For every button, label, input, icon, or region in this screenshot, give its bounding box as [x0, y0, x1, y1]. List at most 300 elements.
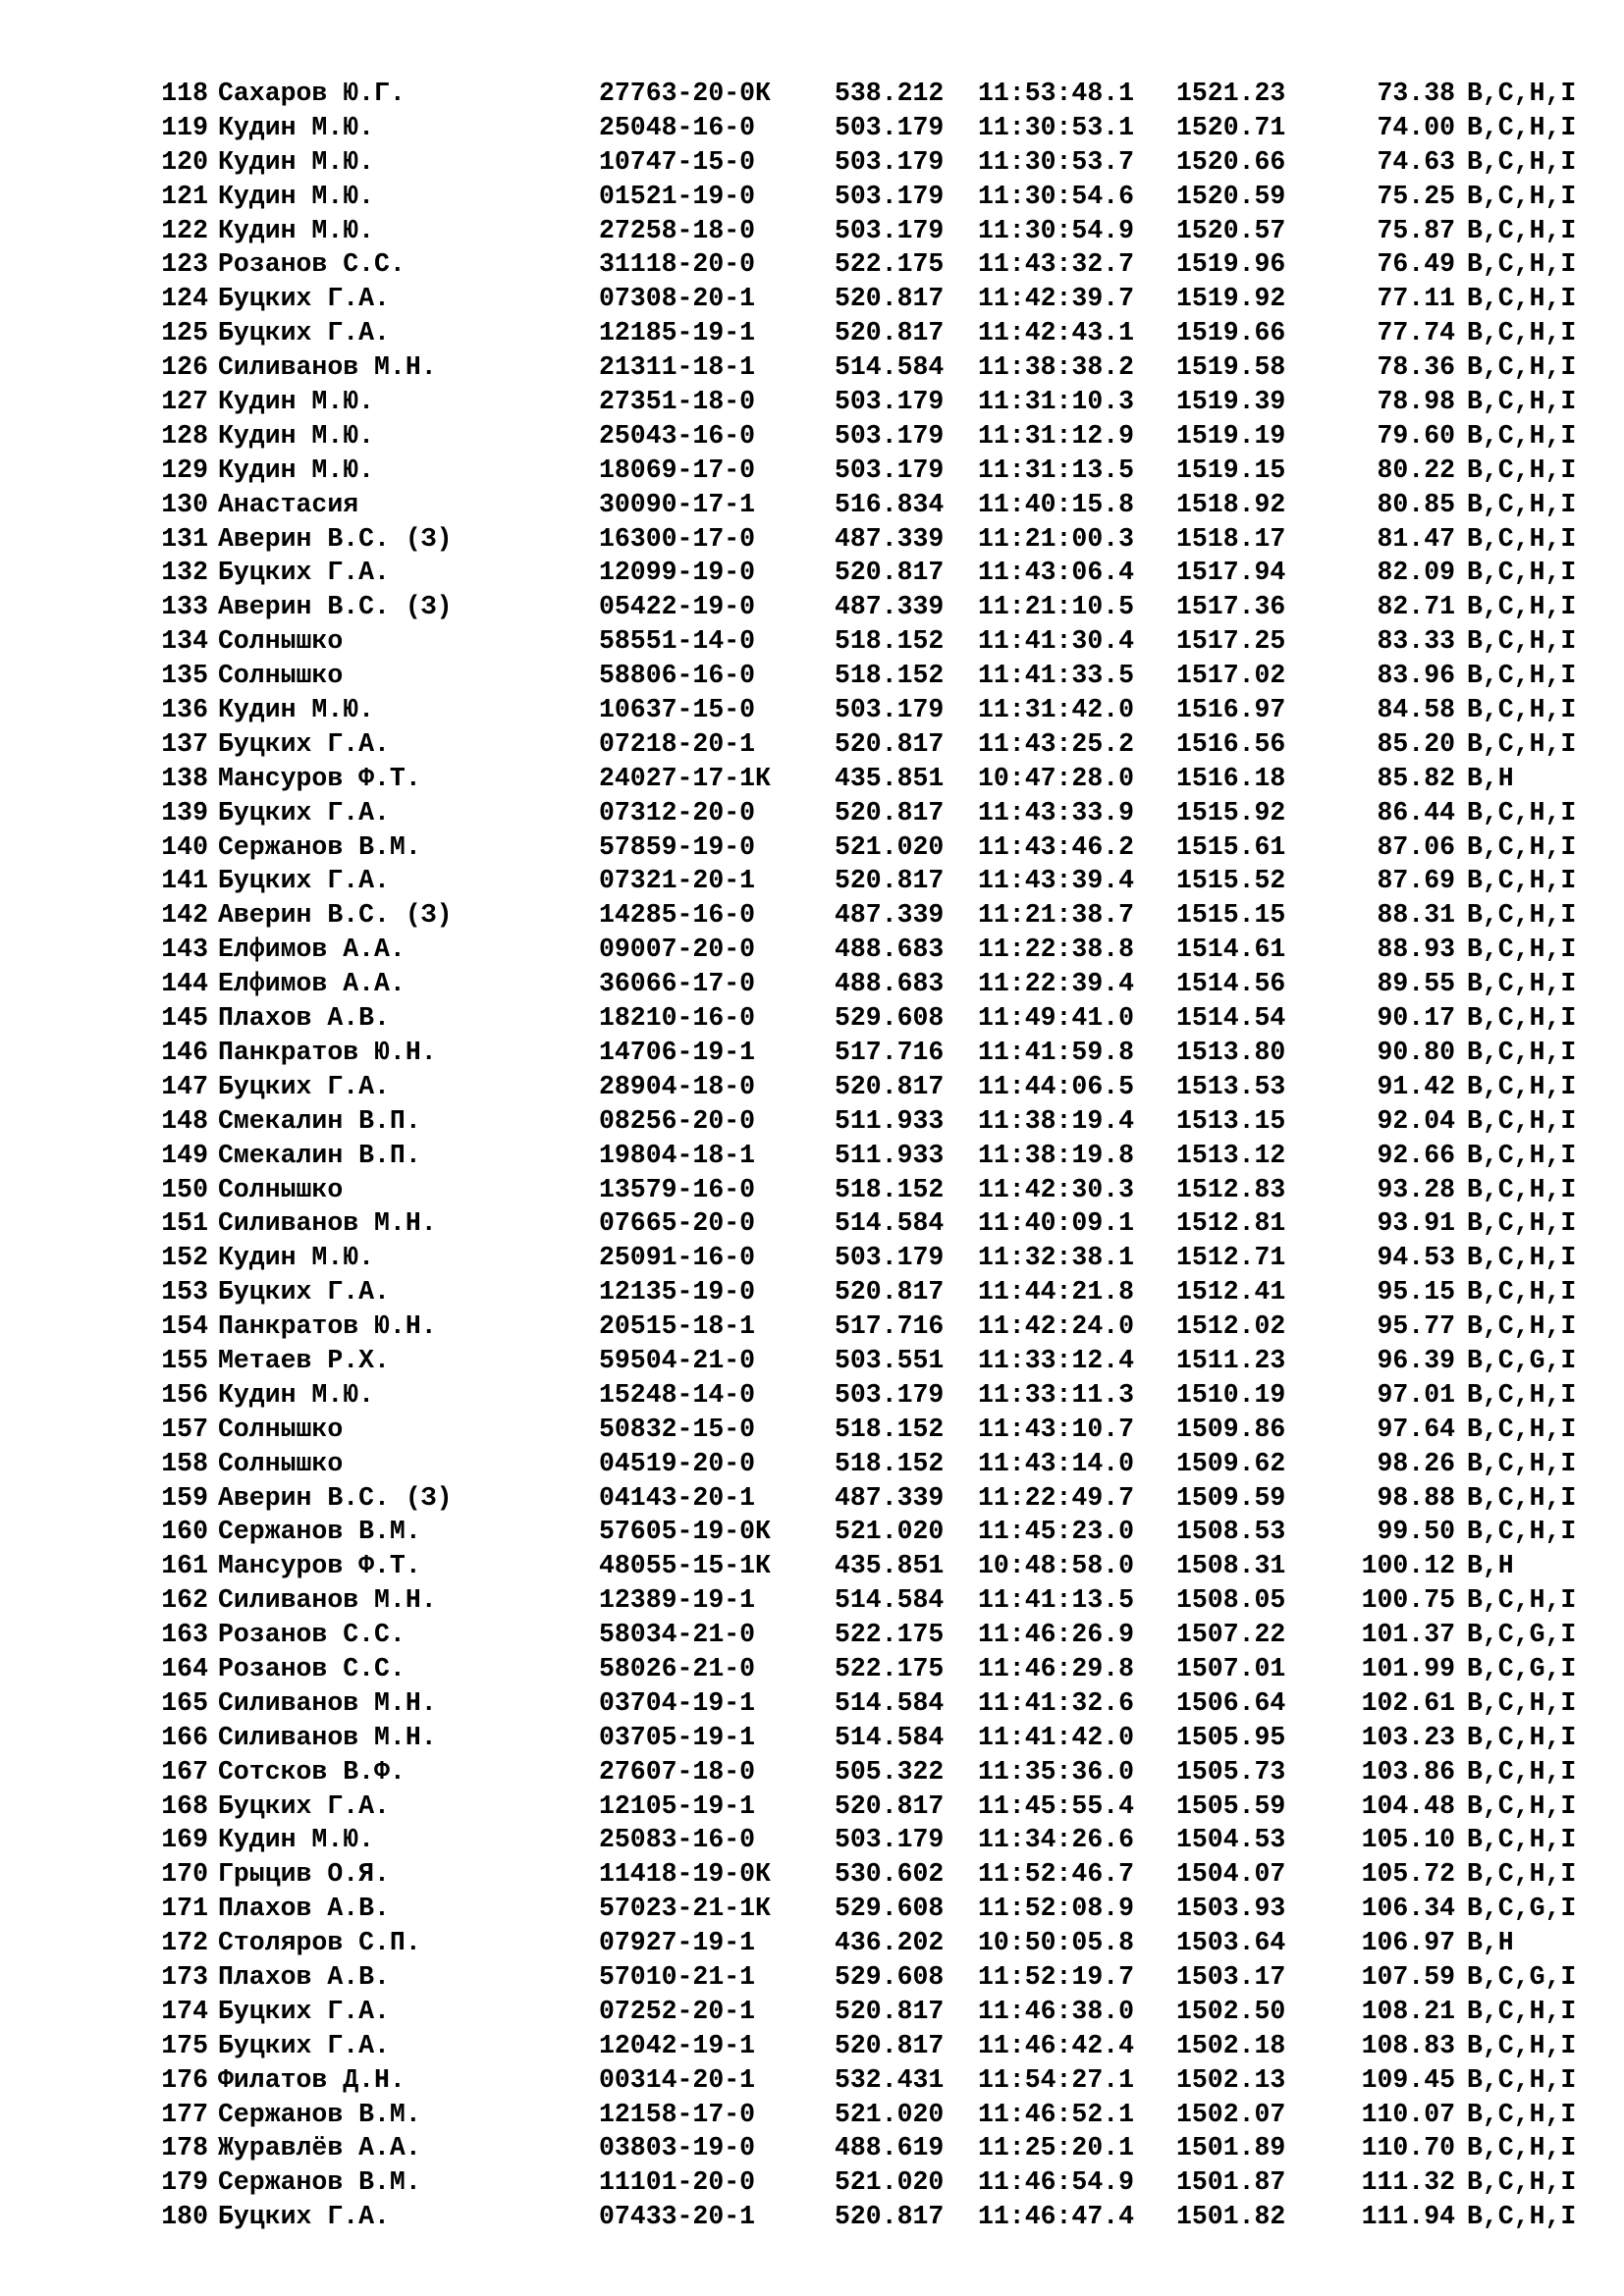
arrival-time: 11:22:39.4 — [978, 969, 1135, 999]
category-flags: B,C,H,I — [1467, 1756, 1577, 1787]
arrival-time: 11:41:33.5 — [978, 661, 1135, 691]
category-flags: B,C,H,I — [1467, 2202, 1577, 2232]
ring-number: 07927-19-1 — [599, 1928, 756, 1958]
distance-value: 521.020 — [835, 2167, 945, 2198]
ring-number: 57010-21-1 — [599, 1961, 756, 1992]
category-flags: B,C,H,I — [1467, 1174, 1577, 1204]
category-flags: B,C,H,I — [1467, 1003, 1577, 1034]
coefficient-value: 96.39 — [1377, 1345, 1455, 1375]
distance-value: 503.179 — [835, 454, 945, 485]
distance-value: 520.817 — [835, 2202, 945, 2232]
ring-number: 04519-20-0 — [599, 1448, 756, 1478]
category-flags: B,C,H,I — [1467, 420, 1577, 451]
place-number: 139 — [161, 797, 208, 828]
speed-value: 1515.52 — [1176, 866, 1286, 896]
place-number: 127 — [161, 387, 208, 417]
place-number: 170 — [161, 1859, 208, 1890]
category-flags: B,C,H,I — [1467, 1722, 1577, 1752]
coefficient-value: 95.15 — [1377, 1277, 1455, 1308]
coefficient-value: 98.88 — [1377, 1482, 1455, 1513]
fancier-name: Журавлёв А.А. — [218, 2133, 421, 2163]
place-number: 131 — [161, 523, 208, 554]
fancier-name: Филатов Д.Н. — [218, 2064, 406, 2095]
category-flags: B,C,H,I — [1467, 592, 1577, 622]
category-flags: B,C,H,I — [1467, 558, 1577, 588]
speed-value: 1510.19 — [1176, 1379, 1286, 1410]
distance-value: 529.608 — [835, 1961, 945, 1992]
fancier-name: Кудин М.Ю. — [218, 181, 375, 211]
coefficient-value: 83.33 — [1377, 626, 1455, 657]
distance-value: 487.339 — [835, 523, 945, 554]
ring-number: 28904-18-0 — [599, 1071, 756, 1101]
place-number: 179 — [161, 2167, 208, 2198]
place-number: 157 — [161, 1414, 208, 1444]
speed-value: 1517.36 — [1176, 592, 1286, 622]
fancier-name: Розанов С.С. — [218, 1620, 406, 1650]
fancier-name: Мансуров Ф.Т. — [218, 763, 421, 793]
category-flags: B,C,H,I — [1467, 249, 1577, 280]
coefficient-value: 110.07 — [1361, 2099, 1455, 2129]
arrival-time: 11:22:49.7 — [978, 1482, 1135, 1513]
place-number: 162 — [161, 1585, 208, 1616]
ring-number: 11101-20-0 — [599, 2167, 756, 2198]
ring-number: 12042-19-1 — [599, 2030, 756, 2060]
coefficient-value: 78.98 — [1377, 387, 1455, 417]
category-flags: B,C,H,I — [1467, 1208, 1577, 1239]
speed-value: 1519.66 — [1176, 318, 1286, 348]
ring-number: 31118-20-0 — [599, 249, 756, 280]
place-number: 171 — [161, 1894, 208, 1924]
speed-value: 1504.53 — [1176, 1825, 1286, 1855]
arrival-time: 11:38:19.8 — [978, 1140, 1135, 1170]
distance-value: 487.339 — [835, 900, 945, 931]
speed-value: 1514.61 — [1176, 934, 1286, 965]
fancier-name: Сержанов В.М. — [218, 2167, 421, 2198]
category-flags: B,H — [1467, 763, 1514, 793]
arrival-time: 11:46:26.9 — [978, 1620, 1135, 1650]
distance-value: 521.020 — [835, 831, 945, 862]
speed-value: 1518.17 — [1176, 523, 1286, 554]
place-number: 133 — [161, 592, 208, 622]
ring-number: 14706-19-1 — [599, 1037, 756, 1067]
ring-number: 14285-16-0 — [599, 900, 756, 931]
fancier-name: Аверин В.С. (З) — [218, 592, 453, 622]
arrival-time: 11:41:30.4 — [978, 626, 1135, 657]
arrival-time: 11:43:25.2 — [978, 728, 1135, 759]
distance-value: 520.817 — [835, 728, 945, 759]
fancier-name: Буцких Г.А. — [218, 866, 390, 896]
coefficient-value: 94.53 — [1377, 1243, 1455, 1273]
distance-value: 503.179 — [835, 1825, 945, 1855]
coefficient-value: 102.61 — [1361, 1687, 1455, 1718]
place-number: 167 — [161, 1756, 208, 1787]
arrival-time: 11:44:21.8 — [978, 1277, 1135, 1308]
arrival-time: 11:35:36.0 — [978, 1756, 1135, 1787]
fancier-name: Сержанов В.М. — [218, 831, 421, 862]
distance-value: 516.834 — [835, 489, 945, 519]
speed-value: 1511.23 — [1176, 1345, 1286, 1375]
place-number: 141 — [161, 866, 208, 896]
distance-value: 511.933 — [835, 1105, 945, 1136]
place-number: 134 — [161, 626, 208, 657]
place-number: 138 — [161, 763, 208, 793]
speed-value: 1520.57 — [1176, 215, 1286, 245]
ring-number: 57605-19-0К — [599, 1517, 771, 1547]
speed-value: 1520.59 — [1176, 181, 1286, 211]
arrival-time: 11:54:27.1 — [978, 2064, 1135, 2095]
arrival-time: 11:38:19.4 — [978, 1105, 1135, 1136]
fancier-name: Аверин В.С. (З) — [218, 1482, 453, 1513]
coefficient-value: 103.86 — [1361, 1756, 1455, 1787]
category-flags: B,C,H,I — [1467, 2030, 1577, 2060]
fancier-name: Силиванов М.Н. — [218, 1722, 437, 1752]
speed-value: 1504.07 — [1176, 1859, 1286, 1890]
place-number: 123 — [161, 249, 208, 280]
coefficient-value: 92.66 — [1377, 1140, 1455, 1170]
arrival-time: 11:52:46.7 — [978, 1859, 1135, 1890]
place-number: 168 — [161, 1790, 208, 1821]
ring-number: 36066-17-0 — [599, 969, 756, 999]
arrival-time: 11:21:38.7 — [978, 900, 1135, 931]
ring-number: 12185-19-1 — [599, 318, 756, 348]
speed-value: 1505.73 — [1176, 1756, 1286, 1787]
coefficient-value: 111.94 — [1361, 2202, 1455, 2232]
speed-value: 1517.25 — [1176, 626, 1286, 657]
ring-number: 07665-20-0 — [599, 1208, 756, 1239]
ring-number: 25048-16-0 — [599, 112, 756, 142]
ring-number: 00314-20-1 — [599, 2064, 756, 2095]
speed-value: 1508.05 — [1176, 1585, 1286, 1616]
place-number: 130 — [161, 489, 208, 519]
ring-number: 27763-20-0К — [599, 79, 771, 108]
fancier-name: Солнышко — [218, 626, 344, 657]
speed-value: 1519.19 — [1176, 420, 1286, 451]
place-number: 120 — [161, 146, 208, 177]
fancier-name: Силиванов М.Н. — [218, 1208, 437, 1239]
place-number: 142 — [161, 900, 208, 931]
coefficient-value: 103.23 — [1361, 1722, 1455, 1752]
category-flags: B,C,H,I — [1467, 626, 1577, 657]
coefficient-value: 87.06 — [1377, 831, 1455, 862]
place-number: 150 — [161, 1174, 208, 1204]
category-flags: B,C,H,I — [1467, 831, 1577, 862]
category-flags: B,C,H,I — [1467, 1996, 1577, 2026]
distance-value: 514.584 — [835, 1687, 945, 1718]
fancier-name: Силиванов М.Н. — [218, 352, 437, 383]
coefficient-value: 110.70 — [1361, 2133, 1455, 2163]
fancier-name: Мансуров Ф.Т. — [218, 1551, 421, 1581]
speed-value: 1503.93 — [1176, 1894, 1286, 1924]
ring-number: 16300-17-0 — [599, 523, 756, 554]
speed-value: 1517.94 — [1176, 558, 1286, 588]
fancier-name: Силиванов М.Н. — [218, 1585, 437, 1616]
category-flags: B,C,H,I — [1467, 1859, 1577, 1890]
arrival-time: 10:48:58.0 — [978, 1551, 1135, 1581]
speed-value: 1509.86 — [1176, 1414, 1286, 1444]
arrival-time: 11:46:29.8 — [978, 1653, 1135, 1683]
fancier-name: Плахов А.В. — [218, 1003, 390, 1034]
ring-number: 15248-14-0 — [599, 1379, 756, 1410]
fancier-name: Аверин В.С. (З) — [218, 900, 453, 931]
coefficient-value: 98.26 — [1377, 1448, 1455, 1478]
category-flags: B,C,G,I — [1467, 1961, 1577, 1992]
ring-number: 07252-20-1 — [599, 1996, 756, 2026]
arrival-time: 11:46:52.1 — [978, 2099, 1135, 2129]
fancier-name: Буцких Г.А. — [218, 2030, 390, 2060]
category-flags: B,C,H,I — [1467, 900, 1577, 931]
speed-value: 1516.18 — [1176, 763, 1286, 793]
distance-value: 518.152 — [835, 1448, 945, 1478]
coefficient-value: 105.10 — [1361, 1825, 1455, 1855]
ring-number: 58034-21-0 — [599, 1620, 756, 1650]
ring-number: 10637-15-0 — [599, 695, 756, 725]
distance-value: 503.551 — [835, 1345, 945, 1375]
category-flags: B,C,G,I — [1467, 1653, 1577, 1683]
fancier-name: Сержанов В.М. — [218, 2099, 421, 2129]
category-flags: B,C,H,I — [1467, 112, 1577, 142]
distance-value: 520.817 — [835, 1996, 945, 2026]
distance-value: 435.851 — [835, 763, 945, 793]
speed-value: 1503.17 — [1176, 1961, 1286, 1992]
ring-number: 48055-15-1К — [599, 1551, 771, 1581]
arrival-time: 11:31:13.5 — [978, 454, 1135, 485]
arrival-time: 11:42:39.7 — [978, 284, 1135, 314]
ring-number: 12099-19-0 — [599, 558, 756, 588]
ring-number: 25083-16-0 — [599, 1825, 756, 1855]
coefficient-value: 88.31 — [1377, 900, 1455, 931]
ring-number: 18210-16-0 — [599, 1003, 756, 1034]
distance-value: 503.179 — [835, 146, 945, 177]
ring-number: 10747-15-0 — [599, 146, 756, 177]
category-flags: B,C,H,I — [1467, 797, 1577, 828]
distance-value: 520.817 — [835, 797, 945, 828]
distance-value: 520.817 — [835, 1277, 945, 1308]
arrival-time: 11:42:24.0 — [978, 1311, 1135, 1342]
coefficient-value: 75.87 — [1377, 215, 1455, 245]
ring-number: 59504-21-0 — [599, 1345, 756, 1375]
arrival-time: 11:41:42.0 — [978, 1722, 1135, 1752]
place-number: 148 — [161, 1105, 208, 1136]
speed-value: 1514.56 — [1176, 969, 1286, 999]
ring-number: 57859-19-0 — [599, 831, 756, 862]
coefficient-value: 85.82 — [1377, 763, 1455, 793]
coefficient-value: 89.55 — [1377, 969, 1455, 999]
ring-number: 04143-20-1 — [599, 1482, 756, 1513]
place-number: 154 — [161, 1311, 208, 1342]
category-flags: B,H — [1467, 1928, 1514, 1958]
fancier-name: Сотсков В.Ф. — [218, 1756, 406, 1787]
ring-number: 11418-19-0К — [599, 1859, 771, 1890]
speed-value: 1501.82 — [1176, 2202, 1286, 2232]
arrival-time: 11:33:12.4 — [978, 1345, 1135, 1375]
arrival-time: 11:30:54.6 — [978, 181, 1135, 211]
ring-number: 57023-21-1К — [599, 1894, 771, 1924]
speed-value: 1516.97 — [1176, 695, 1286, 725]
arrival-time: 11:52:19.7 — [978, 1961, 1135, 1992]
category-flags: B,C,H,I — [1467, 215, 1577, 245]
place-number: 176 — [161, 2064, 208, 2095]
arrival-time: 11:34:26.6 — [978, 1825, 1135, 1855]
place-number: 140 — [161, 831, 208, 862]
speed-value: 1519.39 — [1176, 387, 1286, 417]
arrival-time: 11:43:14.0 — [978, 1448, 1135, 1478]
arrival-time: 11:21:10.5 — [978, 592, 1135, 622]
distance-value: 520.817 — [835, 558, 945, 588]
ring-number: 13579-16-0 — [599, 1174, 756, 1204]
arrival-time: 11:43:06.4 — [978, 558, 1135, 588]
fancier-name: Розанов С.С. — [218, 249, 406, 280]
distance-value: 514.584 — [835, 352, 945, 383]
speed-value: 1501.89 — [1176, 2133, 1286, 2163]
fancier-name: Солнышко — [218, 1414, 344, 1444]
fancier-name: Аверин В.С. (З) — [218, 523, 453, 554]
category-flags: B,C,H,I — [1467, 489, 1577, 519]
arrival-time: 10:47:28.0 — [978, 763, 1135, 793]
category-flags: B,C,H,I — [1467, 284, 1577, 314]
fancier-name: Кудин М.Ю. — [218, 420, 375, 451]
fancier-name: Кудин М.Ю. — [218, 1379, 375, 1410]
speed-value: 1513.12 — [1176, 1140, 1286, 1170]
coefficient-value: 74.00 — [1377, 112, 1455, 142]
ring-number: 12105-19-1 — [599, 1790, 756, 1821]
distance-value: 503.179 — [835, 1243, 945, 1273]
distance-value: 529.608 — [835, 1003, 945, 1034]
category-flags: B,C,H,I — [1467, 1687, 1577, 1718]
arrival-time: 11:46:42.4 — [978, 2030, 1135, 2060]
place-number: 149 — [161, 1140, 208, 1170]
distance-value: 503.179 — [835, 215, 945, 245]
arrival-time: 11:52:08.9 — [978, 1894, 1135, 1924]
arrival-time: 11:31:12.9 — [978, 420, 1135, 451]
arrival-time: 11:45:55.4 — [978, 1790, 1135, 1821]
place-number: 166 — [161, 1722, 208, 1752]
ring-number: 07308-20-1 — [599, 284, 756, 314]
place-number: 156 — [161, 1379, 208, 1410]
coefficient-value: 91.42 — [1377, 1071, 1455, 1101]
speed-value: 1518.92 — [1176, 489, 1286, 519]
speed-value: 1512.83 — [1176, 1174, 1286, 1204]
place-number: 145 — [161, 1003, 208, 1034]
speed-value: 1502.50 — [1176, 1996, 1286, 2026]
place-number: 137 — [161, 728, 208, 759]
coefficient-value: 107.59 — [1361, 1961, 1455, 1992]
coefficient-value: 106.34 — [1361, 1894, 1455, 1924]
fancier-name: Солнышко — [218, 661, 344, 691]
category-flags: B,C,H,I — [1467, 1482, 1577, 1513]
ring-number: 30090-17-1 — [599, 489, 756, 519]
distance-value: 511.933 — [835, 1140, 945, 1170]
coefficient-value: 101.99 — [1361, 1653, 1455, 1683]
distance-value: 488.683 — [835, 969, 945, 999]
arrival-time: 11:53:48.1 — [978, 79, 1135, 108]
coefficient-value: 93.91 — [1377, 1208, 1455, 1239]
category-flags: B,C,H,I — [1467, 728, 1577, 759]
category-flags: B,C,H,I — [1467, 1825, 1577, 1855]
coefficient-value: 81.47 — [1377, 523, 1455, 554]
coefficient-value: 79.60 — [1377, 420, 1455, 451]
speed-value: 1501.87 — [1176, 2167, 1286, 2198]
fancier-name: Панкратов Ю.Н. — [218, 1311, 437, 1342]
arrival-time: 11:43:32.7 — [978, 249, 1135, 280]
distance-value: 520.817 — [835, 318, 945, 348]
arrival-time: 11:21:00.3 — [978, 523, 1135, 554]
coefficient-value: 92.04 — [1377, 1105, 1455, 1136]
speed-value: 1505.59 — [1176, 1790, 1286, 1821]
fancier-name: Буцких Г.А. — [218, 284, 390, 314]
place-number: 152 — [161, 1243, 208, 1273]
speed-value: 1508.53 — [1176, 1517, 1286, 1547]
arrival-time: 11:43:46.2 — [978, 831, 1135, 862]
category-flags: B,C,H,I — [1467, 181, 1577, 211]
category-flags: B,C,H,I — [1467, 661, 1577, 691]
coefficient-value: 97.01 — [1377, 1379, 1455, 1410]
distance-value: 538.212 — [835, 79, 945, 108]
ring-number: 03705-19-1 — [599, 1722, 756, 1752]
coefficient-value: 74.63 — [1377, 146, 1455, 177]
speed-value: 1502.07 — [1176, 2099, 1286, 2129]
fancier-name: Грыцив О.Я. — [218, 1859, 390, 1890]
arrival-time: 11:22:38.8 — [978, 934, 1135, 965]
category-flags: B,C,H,I — [1467, 2167, 1577, 2198]
fancier-name: Плахов А.В. — [218, 1894, 390, 1924]
arrival-time: 11:45:23.0 — [978, 1517, 1135, 1547]
ring-number: 58551-14-0 — [599, 626, 756, 657]
category-flags: B,C,H,I — [1467, 454, 1577, 485]
place-number: 151 — [161, 1208, 208, 1239]
arrival-time: 11:46:47.4 — [978, 2202, 1135, 2232]
speed-value: 1519.92 — [1176, 284, 1286, 314]
place-number: 135 — [161, 661, 208, 691]
category-flags: B,C,H,I — [1467, 352, 1577, 383]
arrival-time: 11:30:53.7 — [978, 146, 1135, 177]
coefficient-value: 90.80 — [1377, 1037, 1455, 1067]
coefficient-value: 109.45 — [1361, 2064, 1455, 2095]
category-flags: B,C,H,I — [1467, 1585, 1577, 1616]
distance-value: 522.175 — [835, 1653, 945, 1683]
speed-value: 1507.22 — [1176, 1620, 1286, 1650]
fancier-name: Кудин М.Ю. — [218, 695, 375, 725]
speed-value: 1512.81 — [1176, 1208, 1286, 1239]
arrival-time: 11:41:13.5 — [978, 1585, 1135, 1616]
coefficient-value: 100.75 — [1361, 1585, 1455, 1616]
distance-value: 503.179 — [835, 181, 945, 211]
arrival-time: 11:42:43.1 — [978, 318, 1135, 348]
category-flags: B,C,H,I — [1467, 1071, 1577, 1101]
fancier-name: Сержанов В.М. — [218, 1517, 421, 1547]
coefficient-value: 111.32 — [1361, 2167, 1455, 2198]
fancier-name: Смекалин В.П. — [218, 1140, 421, 1170]
category-flags: B,C,H,I — [1467, 1277, 1577, 1308]
coefficient-value: 77.11 — [1377, 284, 1455, 314]
category-flags: B,C,H,I — [1467, 1414, 1577, 1444]
speed-value: 1520.66 — [1176, 146, 1286, 177]
place-number: 163 — [161, 1620, 208, 1650]
place-number: 175 — [161, 2030, 208, 2060]
place-number: 125 — [161, 318, 208, 348]
coefficient-value: 76.49 — [1377, 249, 1455, 280]
fancier-name: Плахов А.В. — [218, 1961, 390, 1992]
distance-value: 530.602 — [835, 1859, 945, 1890]
distance-value: 518.152 — [835, 661, 945, 691]
category-flags: B,C,H,I — [1467, 146, 1577, 177]
fancier-name: Сахаров Ю.Г. — [218, 79, 406, 108]
distance-value: 503.179 — [835, 387, 945, 417]
ring-number: 58806-16-0 — [599, 661, 756, 691]
fancier-name: Буцких Г.А. — [218, 558, 390, 588]
category-flags: B,C,H,I — [1467, 1105, 1577, 1136]
category-flags: B,C,H,I — [1467, 2064, 1577, 2095]
fancier-name: Буцких Г.А. — [218, 1996, 390, 2026]
